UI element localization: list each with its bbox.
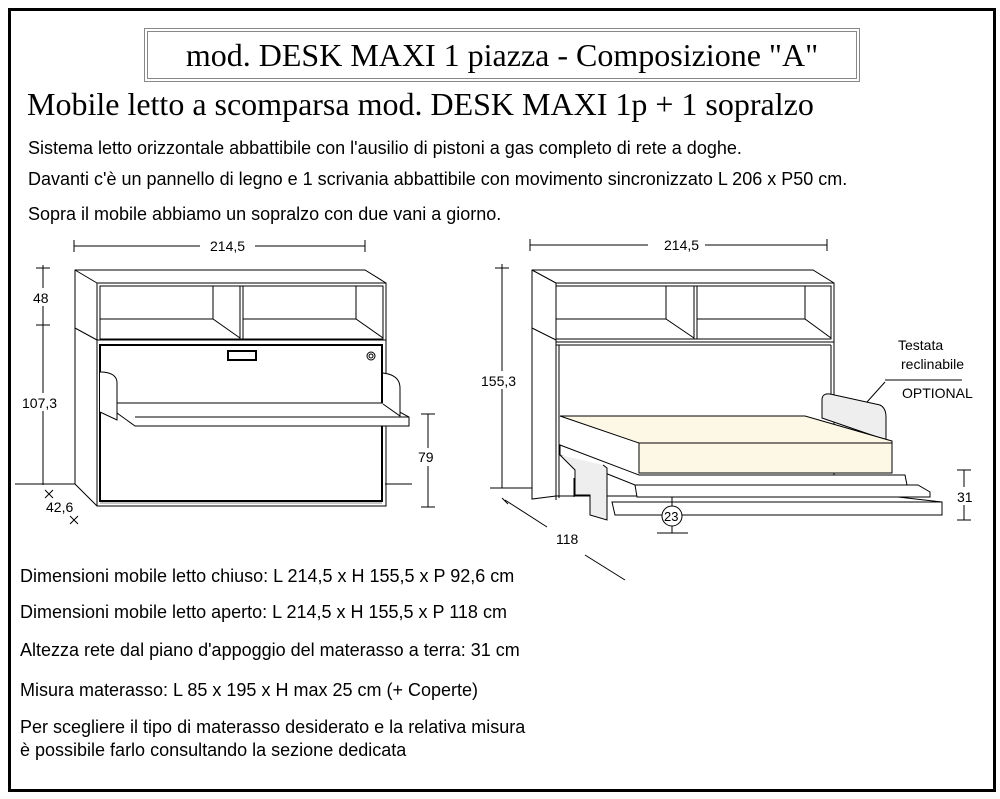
body-height-label: 107,3	[22, 395, 58, 411]
spec-net-height: Altezza rete dal piano d'appoggio del materasso a terra: 31 cm	[20, 640, 520, 660]
page-title: mod. DESK MAXI 1 piazza - Composizione "A"	[147, 31, 857, 79]
closed-width-label: 214,5	[210, 238, 246, 254]
spec-open-dimensions: Dimensioni mobile letto aperto: L 214,5 x H 155,5 x P 118 cm	[20, 602, 507, 622]
open-height-label: 155,3	[481, 373, 517, 389]
spec-closed-dimensions: Dimensioni mobile letto chiuso: L 214,5 x H 155,5 x P 92,6 cm	[20, 566, 515, 586]
description-line: Sopra il mobile abbiamo un sopralzo con due vani a giorno.	[28, 204, 502, 224]
note-line: è possibile farlo consultando la sezione dedicata	[20, 740, 407, 760]
note-line: Per scegliere il tipo di materasso desiderato e la relativa misura	[20, 717, 526, 737]
headboard-label-1: Testata	[898, 337, 944, 353]
open-width-label: 214,5	[664, 237, 700, 253]
net-height-label: 31	[957, 489, 973, 505]
description-line: Davanti c'è un pannello di legno e 1 scrivania abbattibile con movimento sincronizzato L 206 x P50 cm.	[28, 169, 848, 189]
headboard-label-2: reclinabile	[901, 356, 965, 372]
foot-height-label: 23	[664, 509, 679, 524]
desk-height-label: 79	[418, 449, 434, 465]
depth-label: 42,6	[46, 499, 74, 515]
open-depth-label: 118	[556, 531, 579, 547]
product-heading: Mobile letto a scomparsa mod. DESK MAXI 1p + 1 sopralzo	[27, 86, 814, 122]
description-line: Sistema letto orizzontale abbattibile con l'ausilio di pistoni a gas completo di rete a doghe.	[28, 138, 742, 158]
top-height-label: 48	[33, 290, 49, 306]
spec-mattress-size: Misura materasso: L 85 x 195 x H max 25 cm (+ Coperte)	[20, 680, 479, 700]
headboard-optional-note: OPTIONAL	[902, 385, 973, 401]
